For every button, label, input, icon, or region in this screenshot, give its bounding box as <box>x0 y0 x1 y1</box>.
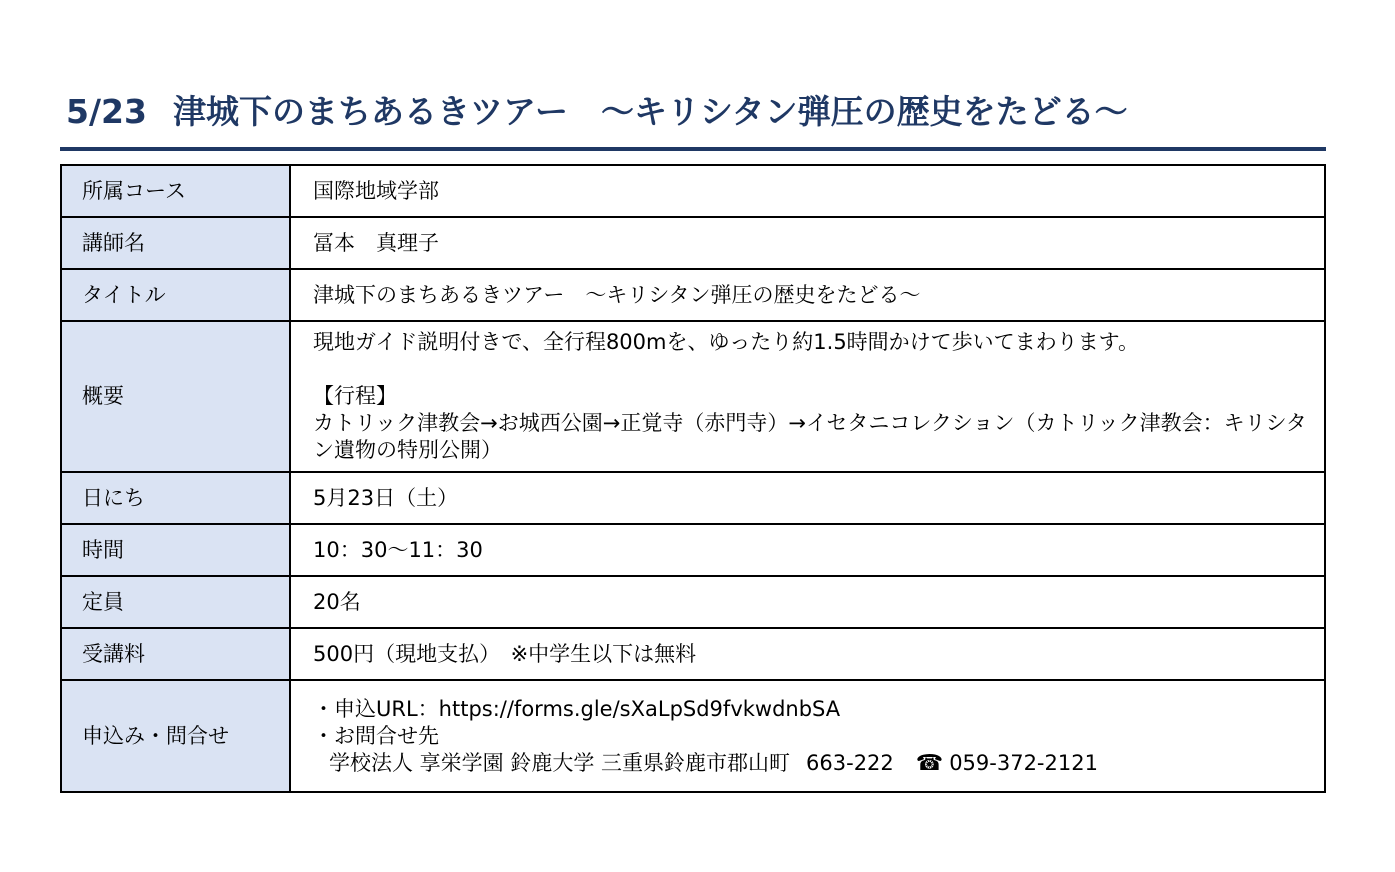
summary-label: 概要 <box>61 321 290 472</box>
summary-description: 現地ガイド説明付きで、全行程800mを、ゆったり約1.5時間かけて歩いてまわります。 <box>313 330 1139 354</box>
table-row-capacity <box>61 576 1325 628</box>
contact-phone: 059-372-2121 <box>949 750 1098 775</box>
course-label: 所属コース <box>61 165 290 217</box>
table-row-title <box>61 269 1325 321</box>
apply-cell <box>290 680 1325 792</box>
table-row-summary <box>61 321 1325 472</box>
title-label: タイトル <box>61 269 290 321</box>
title-text: 津城下のまちあるきツアー ～キリシタン弾圧の歴史をたどる～ <box>172 92 1128 131</box>
apply-label: 申込み・問合せ <box>61 680 290 792</box>
contact-org: 学校法人 享栄学園 鈴鹿大学 三重県鈴鹿市郡山町 <box>329 750 791 775</box>
table-row-lecturer <box>61 217 1325 269</box>
telephone-icon: ☎ <box>915 750 944 776</box>
contact-details <box>313 750 1324 777</box>
time-value: 10：30～11：30 <box>290 524 1325 576</box>
contact-heading: ・お問合せ先 <box>313 723 439 748</box>
fee-value: 500円（現地支払） ※中学生以下は無料 <box>290 628 1325 680</box>
date-label: 日にち <box>61 472 290 524</box>
page-title <box>66 86 1346 133</box>
table-row-fee <box>61 628 1325 680</box>
itinerary-heading: 【行程】 <box>313 384 397 408</box>
contact-zip: 663-222 <box>806 750 894 775</box>
table-row-apply <box>61 680 1325 792</box>
apply-url[interactable]: ・申込URL：https://forms.gle/sXaLpSd9fvkwdnbSA <box>313 696 841 721</box>
info-table <box>60 164 1326 793</box>
summary-spacer <box>313 356 1324 383</box>
course-value: 国際地域学部 <box>290 165 1325 217</box>
lecturer-label: 講師名 <box>61 217 290 269</box>
title-divider <box>60 147 1326 151</box>
title-value: 津城下のまちあるきツアー ～キリシタン弾圧の歴史をたどる～ <box>290 269 1325 321</box>
time-label: 時間 <box>61 524 290 576</box>
capacity-value: 20名 <box>290 576 1325 628</box>
date-value: 5月23日（土） <box>290 472 1325 524</box>
lecturer-value: 冨本 真理子 <box>290 217 1325 269</box>
summary-cell <box>290 321 1325 472</box>
table-row-course <box>61 165 1325 217</box>
title-date: 5/23 <box>66 92 147 131</box>
table-row-time <box>61 524 1325 576</box>
fee-label: 受講料 <box>61 628 290 680</box>
capacity-label: 定員 <box>61 576 290 628</box>
table-row-date <box>61 472 1325 524</box>
itinerary-text: カトリック津教会→お城西公園→正覚寺（赤門寺）→イセタニコレクション（カトリック津教会：キリシタン遺物の特別公開） <box>313 411 1307 462</box>
